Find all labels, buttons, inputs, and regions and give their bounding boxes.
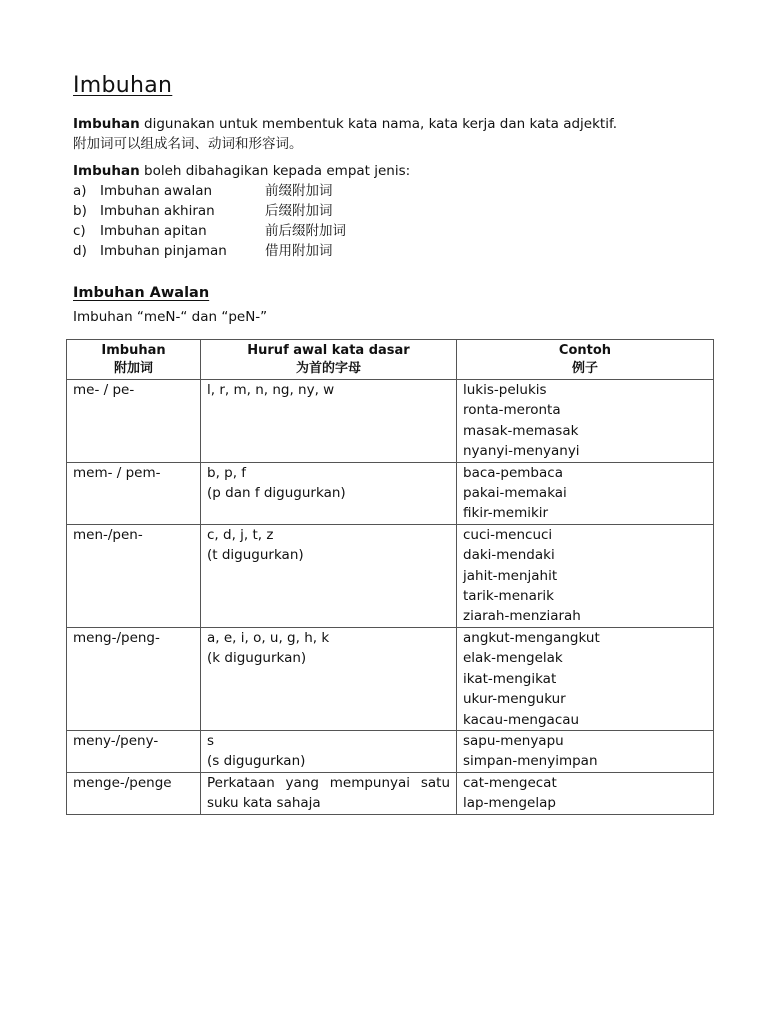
letters-cell — [201, 772, 457, 814]
examples-cell — [457, 730, 714, 772]
example-item: nyanyi-menyanyi — [463, 443, 580, 460]
header-chinese: 为首的字母 — [295, 361, 361, 376]
prefix-cell: meng-/peng- — [67, 627, 201, 730]
example-item: angkut-mengangkut — [463, 629, 600, 646]
list-marker: a) — [73, 183, 87, 199]
page-title: Imbuhan — [73, 73, 173, 98]
intro-term: Imbuhan — [73, 116, 140, 132]
letters-line: b, p, f — [207, 464, 247, 481]
letters-line: (p dan f digugurkan) — [207, 485, 346, 502]
examples-cell — [457, 772, 714, 814]
letters-line: (t digugurkan) — [207, 547, 304, 564]
example-item: tarik-menarik — [463, 588, 554, 605]
example-item: masak-memasak — [463, 422, 579, 439]
example-item: simpan-menyimpan — [463, 753, 598, 770]
list-marker: d) — [73, 243, 87, 259]
examples-cell — [457, 380, 714, 463]
list-chinese: 借用附加词 — [265, 243, 333, 259]
list-marker: b) — [73, 203, 87, 219]
prefix-cell: mem- / pem- — [67, 462, 201, 524]
header-imbuhan — [67, 340, 201, 380]
header-chinese: 例子 — [571, 361, 598, 376]
table-row — [67, 772, 714, 814]
example-item: jahit-menjahit — [463, 567, 558, 584]
letters-cell — [201, 627, 457, 730]
example-item: ronta-meronta — [463, 402, 561, 419]
list-item — [73, 221, 346, 241]
imbuhan-table — [66, 339, 714, 815]
example-item: daki-mendaki — [463, 547, 555, 564]
intro-definition — [73, 114, 617, 134]
example-item: elak-mengelak — [463, 650, 563, 667]
example-item: fikir-memikir — [463, 505, 549, 522]
letters-line: l, r, m, n, ng, ny, w — [207, 382, 335, 398]
types-intro-text: boleh dibahagikan kepada empat jenis: — [139, 163, 411, 179]
table-row — [67, 524, 714, 627]
table-header-row — [67, 340, 714, 380]
header-huruf-awal — [201, 340, 457, 380]
list-term: Imbuhan apitan — [100, 223, 207, 239]
section-subheading: Imbuhan “meN-“ dan “peN-” — [73, 309, 268, 325]
header-chinese: 附加词 — [113, 361, 153, 376]
example-item: cat-mengecat — [463, 774, 557, 791]
list-term: Imbuhan akhiran — [100, 203, 215, 219]
table-row — [67, 462, 714, 524]
example-item: lukis-pelukis — [463, 382, 547, 398]
letters-line: c, d, j, t, z — [207, 526, 274, 543]
examples-cell — [457, 627, 714, 730]
types-intro — [73, 161, 410, 181]
types-term: Imbuhan — [73, 163, 140, 179]
letters-line: s — [207, 732, 215, 749]
list-term: Imbuhan awalan — [100, 183, 213, 199]
letters-cell — [201, 380, 457, 463]
header-label: Imbuhan — [101, 343, 166, 358]
prefix-cell: menge-/penge — [67, 772, 201, 814]
list-term: Imbuhan pinjaman — [100, 243, 227, 259]
table-row — [67, 380, 714, 463]
examples-cell — [457, 462, 714, 524]
example-item: lap-mengelap — [463, 795, 556, 812]
example-item: pakai-memakai — [463, 485, 567, 502]
example-item: sapu-menyapu — [463, 732, 564, 749]
list-item — [73, 181, 333, 201]
prefix-cell: men-/pen- — [67, 524, 201, 627]
intro-definition-text: digunakan untuk membentuk kata nama, kata kerja dan kata adjektif. — [139, 116, 618, 132]
header-label: Huruf awal kata dasar — [247, 343, 410, 358]
letters-line: Perkataan yang mempunyai satu — [207, 774, 450, 791]
examples-cell — [457, 524, 714, 627]
prefix-cell: meny-/peny- — [67, 730, 201, 772]
letters-line: (k digugurkan) — [207, 650, 307, 667]
letters-line: suku kata sahaja — [207, 795, 321, 812]
intro-chinese: 附加词可以组成名词、动词和形容词。 — [73, 136, 303, 152]
list-chinese: 前后缀附加词 — [265, 223, 346, 239]
list-chinese: 前缀附加词 — [265, 183, 333, 199]
example-item: baca-pembaca — [463, 464, 563, 481]
header-contoh — [457, 340, 714, 380]
letters-line: a, e, i, o, u, g, h, k — [207, 629, 330, 646]
example-item: kacau-mengacau — [463, 711, 580, 728]
letters-cell — [201, 462, 457, 524]
section-heading: Imbuhan Awalan — [73, 285, 210, 301]
table-row — [67, 627, 714, 730]
example-item: ziarah-menziarah — [463, 608, 581, 625]
list-chinese: 后缀附加词 — [265, 203, 333, 219]
list-item — [73, 201, 333, 221]
list-marker: c) — [73, 223, 86, 239]
letters-line: (s digugurkan) — [207, 753, 306, 770]
prefix-cell: me- / pe- — [67, 380, 201, 463]
list-item — [73, 241, 333, 261]
example-item: cuci-mencuci — [463, 526, 553, 543]
example-item: ikat-mengikat — [463, 670, 557, 687]
header-label: Contoh — [558, 343, 612, 358]
table-row — [67, 730, 714, 772]
example-item: ukur-mengukur — [463, 691, 566, 708]
letters-cell — [201, 730, 457, 772]
letters-cell — [201, 524, 457, 627]
